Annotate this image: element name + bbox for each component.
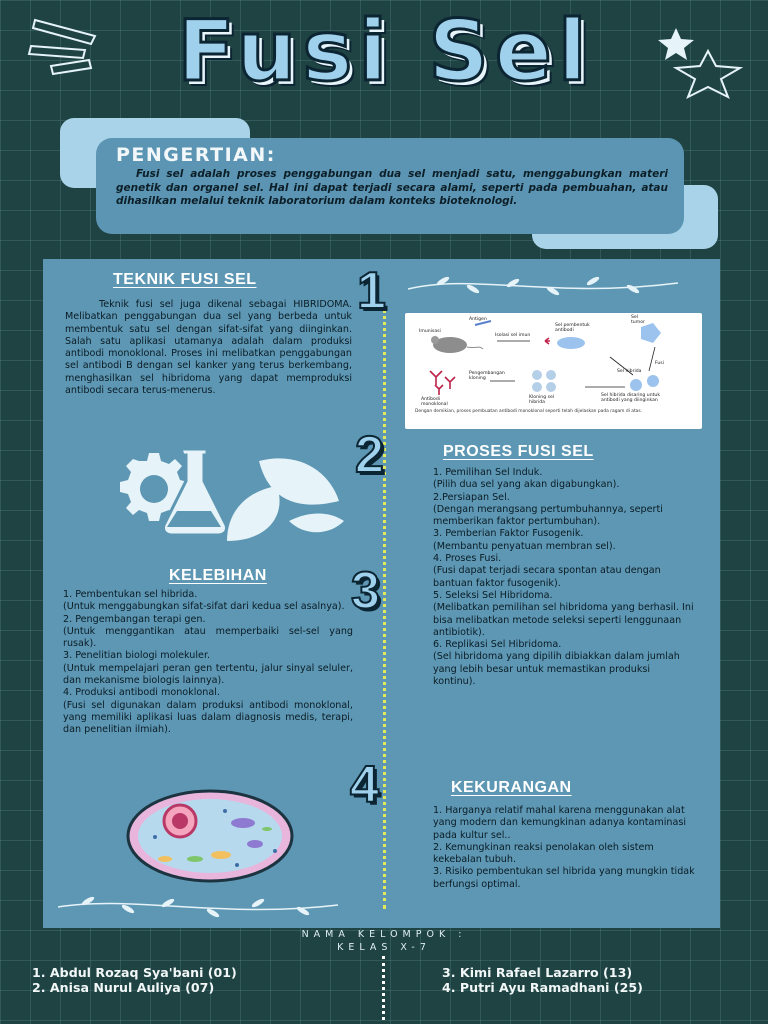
proses-item: 2.Persiapan Sel. — [433, 491, 510, 503]
kelebihan-list — [63, 589, 353, 737]
member-3: 3. Kimi Rafael Lazarro (13) — [442, 965, 633, 980]
diagram-label-imunisasi: Imunisasi — [419, 329, 441, 334]
member-2: 2. Anisa Nurul Auliya (07) — [32, 980, 215, 995]
number-2: 2 — [355, 426, 384, 484]
kelebihan-item: 2. Pengembangan terapi gen. — [63, 613, 206, 625]
section-title-kelebihan: KELEBIHAN — [169, 567, 267, 584]
intro-card — [96, 138, 684, 234]
intro-heading: PENGERTIAN: — [116, 144, 276, 166]
proses-item: 4. Proses Fusi. — [433, 553, 502, 565]
diagram-label-hibrida: Sel hibrida — [617, 369, 642, 374]
diagram-label-isolasi: Isolasi sel imun — [495, 333, 531, 338]
proses-item: 1. Pemilihan Sel Induk. — [433, 467, 543, 478]
kelebihan-item: 1. Pembentukan sel hibrida. — [63, 589, 198, 600]
teknik-text: Teknik fusi sel juga dikenal sebagai HIBRIDOMA. Melibatkan penggabungan dua sel yang berbeda untuk membentuk satu sel dengan sifat-sifat yang diinginkan. Salah satu aplikasi utamanya adalah dalam produksi antibodi monoklonal. Proses ini melibatkan penggabungan sel antibodi B dengan sel kanker yang terus berkembang, menghasilkan sel hibridoma yang dapat memproduksi antibodi secara terus-menerus. — [65, 299, 352, 397]
diagram-label-antibodi: Antibodi monoklonal — [421, 397, 448, 407]
proses-item: (Fusi dapat terjadi secara spontan atau dengan bantuan faktor fusogenik). — [433, 565, 661, 589]
diagram-label-pengembangan: Pengembangan kloning — [469, 371, 505, 381]
section-title-proses: PROSES FUSI SEL — [443, 443, 594, 460]
kelebihan-item: (Untuk menggantikan atau memperbaiki sel-sel yang rusak). — [63, 625, 353, 650]
kelebihan-item: 3. Penelitian biologi molekuler. — [63, 650, 211, 662]
diagram-caption: Dengan demikian, proses pembuatan antibodi monoklonal seperti telah dijelaskan pada ragam di atas. — [415, 409, 643, 414]
kekurangan-item: 3. Risiko pembentukan sel hibrida yang mungkin tidak berfungsi optimal. — [433, 866, 695, 890]
proses-list — [433, 467, 695, 688]
section-title-teknik: TEKNIK FUSI SEL — [113, 271, 257, 288]
diagram-label-kloning: Kloning sel hibrida — [529, 395, 555, 405]
number-3: 3 — [351, 562, 380, 620]
diagram-label-fusi: Fusi — [655, 361, 664, 366]
number-1: 1 — [357, 262, 386, 320]
proses-item: 6. Replikasi Sel Hibridoma. — [433, 639, 562, 651]
kekurangan-list — [433, 805, 695, 891]
center-divider — [383, 309, 386, 909]
kelebihan-item: (Fusi sel digunakan dalam produksi antibodi monoklonal, yang memiliki aplikasi luas dalam diagnosis medis, terapi, dan penelitian ilmiah). — [63, 699, 353, 736]
kelebihan-item: 4. Produksi antibodi monoklonal. — [63, 687, 220, 699]
proses-item: (Membantu penyatuan membran sel). — [433, 540, 616, 552]
science-flask-leaf-icon — [109, 441, 349, 551]
proses-item: (Dengan merangsang pertumbuhannya, seperti memberikan faktor pertumbuhan). — [433, 503, 663, 528]
kekurangan-item: 2. Kemungkinan reaksi penolakan oleh sistem kekebalan tubuh. — [433, 841, 654, 866]
proses-item: 5. Seleksi Sel Hibridoma. — [433, 589, 553, 601]
proses-item: 3. Pemberian Faktor Fusogenik. — [433, 528, 584, 540]
footer-heading: NAMA KELOMPOK : — [301, 929, 467, 940]
diagram-label-disaring: Sel hibrida disaring untuk antibodi yang diinginkan — [601, 393, 660, 403]
number-4: 4 — [350, 756, 379, 814]
member-1: 1. Abdul Rozaq Sya'bani (01) — [32, 965, 237, 980]
proses-item: (Sel hibridoma yang dipilih dibiakkan dalam jumlah yang lebih besar untuk memastikan produksi kontinu). — [433, 651, 680, 688]
proses-item: (Pilih dua sel yang akan digabungkan). — [433, 479, 620, 491]
kelebihan-item: (Untuk mempelajari peran gen tertentu, jalur sinyal seluler, dan mekanisme biologis lainnya). — [63, 662, 353, 687]
footer-divider — [382, 956, 385, 1020]
vine-decoration-bottom-icon — [53, 891, 343, 921]
animal-cell-icon — [125, 789, 295, 884]
sparkle-lines-icon — [25, 8, 105, 78]
diagram-label-tumor: Sel tumor — [631, 315, 645, 325]
hybridoma-diagram — [405, 313, 702, 429]
star-outline-icon — [668, 48, 748, 100]
footer-kelas: KELAS X-7 — [337, 942, 431, 953]
kekurangan-item: 1. Harganya relatif mahal karena menggunakan alat yang modern dan kemungkinan adanya kontaminasi pada kultur sel.. — [433, 805, 686, 841]
member-4: 4. Putri Ayu Ramadhani (25) — [442, 980, 643, 995]
diagram-label-pembentuk: Sel pembentuk antibodi — [555, 323, 590, 333]
kelebihan-item: (Untuk menggabungkan sifat-sifat dari kedua sel asalnya). — [63, 601, 345, 613]
vine-decoration-icon — [403, 269, 683, 299]
intro-text: Fusi sel adalah proses penggabungan dua sel menjadi satu, menggabungkan materi genetik dan organel sel. Hal ini dapat terjadi secara alami, seperti pada pembuahan, atau dihasilkan melalui teknik laboratorium dalam konteks bioteknologi. — [116, 168, 668, 207]
proses-item: (Melibatkan pemilihan sel hibridoma yang berhasil. Ini bisa melibatkan metode seleksi seperti lenggunaan antibiotik). — [433, 602, 694, 638]
section-title-kekurangan: KEKURANGAN — [451, 779, 572, 796]
page-title: Fusi Sel — [177, 2, 593, 100]
main-panel — [43, 259, 720, 928]
diagram-label-antigen: Antigen — [469, 317, 487, 322]
